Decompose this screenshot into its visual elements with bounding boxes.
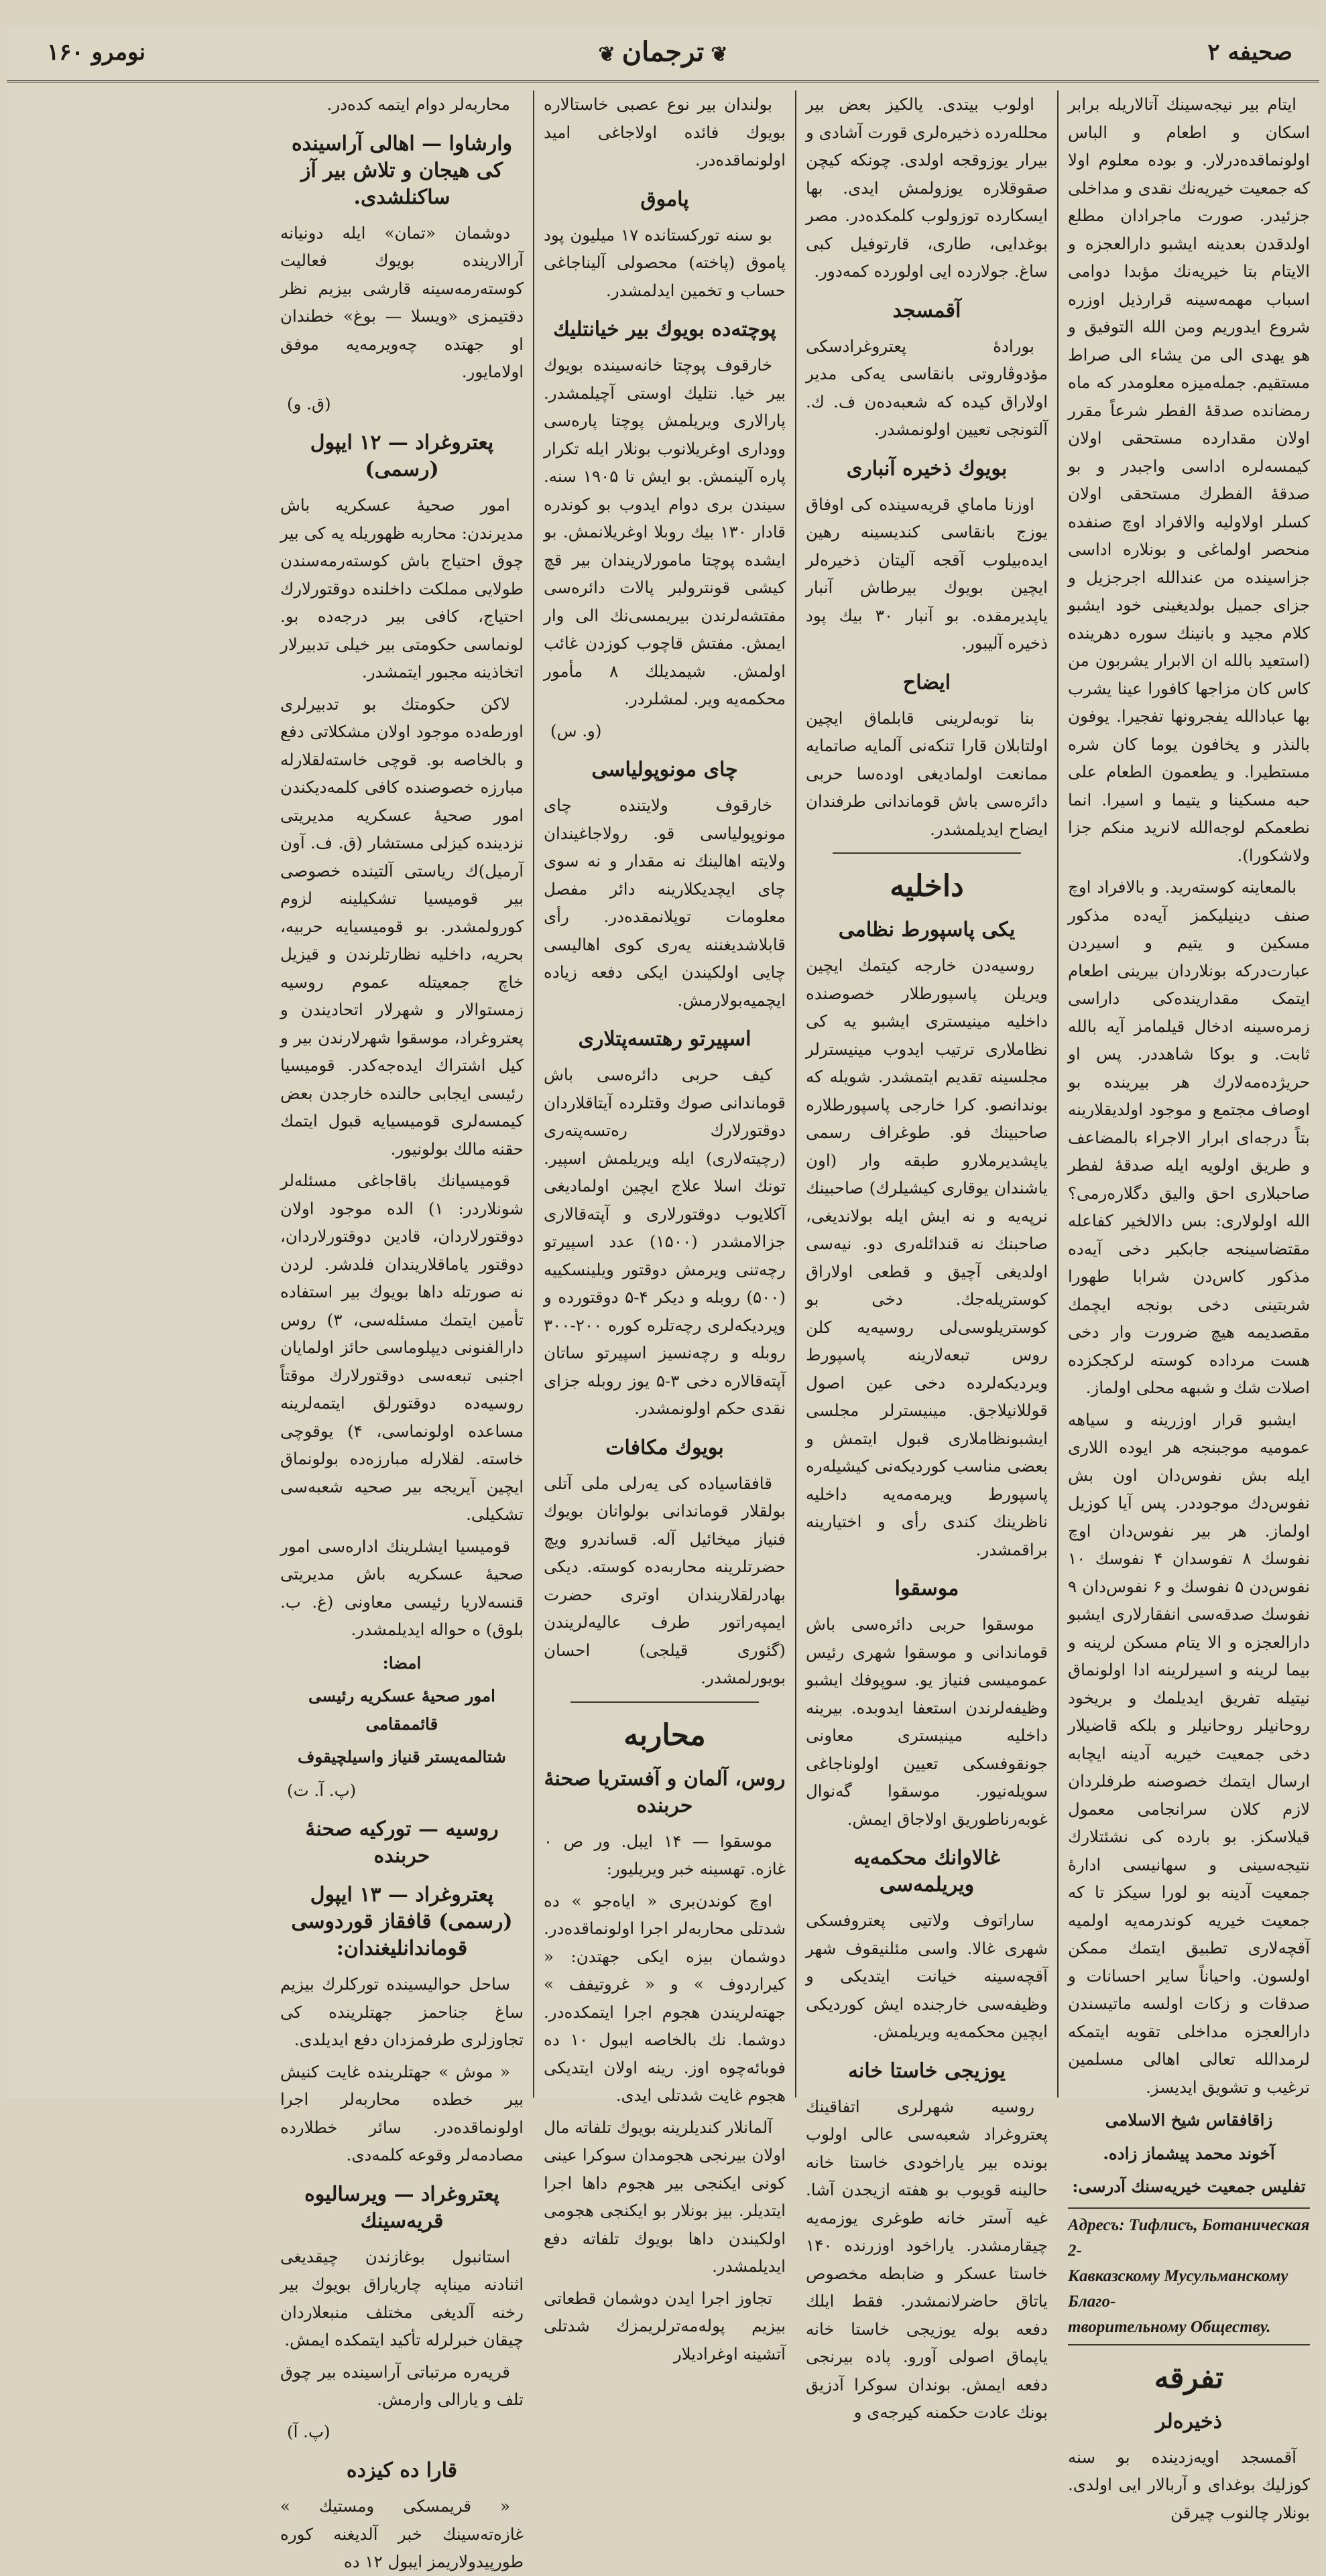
article-paragraph: لاکن حکومتك بو تدبیرلری اورطه‌ده موجود اولان مشکلاتی دفع و بالخاصه بو. قوچی خاسته‌لقلارله مبارزه خصوصنده کافی کلمه‌دیکندن امور صحیهٔ عسکریه مدیریتی نزدینده کیزلی مستشار (ق. ف. آون آرمیل)ك ریاستی آلتینده خصوصی بیر قومیسیا تشکیلینه لزوم کورولمشدر. بو قومیسیایه حربیه، بحریه، داخلیه نظارتلرندن و قیزیل خاچ جمعیتله عموم روسیه زمستوالار و شهرلار اتحادیندن و پعتروغراد، موسقوا شهرلارندن بیر و کیل اشتراك ایده‌جه‌کدر. قومیسیا رئیسی ایجابی حالنده خارجدن بعض کیمسه‌لری قومیسیایه قبول ایتمك حقنه مالك بولونیور.	[280, 694, 524, 1159]
ornament-icon: ❦	[711, 43, 728, 66]
article-heading: روس، آلمان و آفستریا صحنهٔ حربنده	[544, 1766, 786, 1817]
article-paragraph: « موش » جهتلرینده غایت کنیش بیر خطده محاربه‌لر اجرا اولونماقده‌در. سائر خطلارده مصادمه‌لر وقوعه کلمه‌دی.	[280, 2061, 524, 2165]
article-paragraph: قافقاسیاده کی یه‌رلی ملی آتلی بولقلار قوماندانی بولوانان بویوك فنیاز میخائیل آله. قساندرو ویچ حضرتلرینه محاربه‌ده کوسته. دیکی بهادرلقلاریندان اوتری حضرت ایمپه‌راتور طرف عالیه‌لریندن (گئوری قیلجی) احسان بویورلمشدر.	[544, 1473, 786, 1687]
newspaper-title: ترجمان	[621, 36, 705, 68]
article-signature: (پ. آ. ت)	[287, 1780, 357, 1800]
address-caption: تفلیس جمعیت خیریه‌سنك آدرسی:	[1072, 2177, 1306, 2196]
issue-number-label: نومرو ۱۶۰	[47, 39, 146, 66]
article-heading: اسپیرتو رهتسه‌پتلاری	[578, 1027, 751, 1051]
article-paragraph: روسیه‌دن خارجه کیتمك ایچین ویریلن پاسپورطلار خصوصنده داخلیه مینیستری ایشبو یه کی نظاملاری ترتیب ایدوب مینیستر‌لر مجلسینه تقدیم ایتمشدر. شویله که بوندانصو. کرا خارجی پاسپورطلاره صاحبینك فو. طوغراف رسمی یاپشدیرملارو طبقه وار (اون یاشندان یوقاری کیشیلرك) صاحبینك نرپه‌یه و نه ایش ایله بولاندیغی، صاحبنك نه قندائله‌ری دو. نیه‌سی اولدیغی آچیق و قطعی اولاراق کوستریله‌جك. دخی بو کوستریلوسی‌لی روسیه‌یه کلن روس تبعه‌لارینه پاسپورط ویردیکه‌لرده دخی عین اصول قوللانیلاجق. مینیستر‌لر مجلسی ایشبونظاملاری قبول ایتمش و بعضی مناسب کوردیکه‌نی کیشیله‌ره پاسپورط ویرمه‌مه‌یه داخلیه ناظرینك کندی رأی و اختیارینه براقمشدر.	[806, 956, 1048, 1559]
signature-caption: امضا:	[382, 1653, 422, 1673]
article-paragraph: بنا توبه‌لرینی قابلماق ایچین اولتابلان قارا تنکه‌نی آلمایه صاتمایه ممانعت اولمادیغی اوده‌سا حربی دائره‌سی باش قوماندانی طرفندان ایضاح ایدیلمشدر.	[806, 708, 1048, 839]
article-signature: (ق. و)	[287, 393, 331, 413]
column-3	[533, 90, 795, 2364]
article-paragraph: « قریمسکی ومستیك » غازه‌ته‌سینك خبر آلدیغنه کوره طورپیدولاریمز ایبول ۱۲ ده	[280, 2496, 524, 2571]
page-header	[7, 34, 1319, 82]
article-heading: یکی پاسپورط نظامی	[838, 918, 1016, 942]
column-2	[795, 90, 1057, 2422]
article-heading: پوچته‌ده بویوك بیر خیانتلیك	[553, 318, 776, 341]
article-paragraph: قریه‌ره مرتباتی آراسینده بیر چوق تلف و یارالی وارمش.	[280, 2362, 524, 2409]
article-heading: وارشاوا — اهالی آراسینده کی هیجان و تلاش بیر آز ساکنلشدی.	[291, 131, 513, 209]
article-paragraph: موسقوا — ۱۴ ایبل. ور ص ۰ غازه. تهسینه خبر ویریلیور:	[544, 1831, 786, 1878]
divider	[570, 1701, 759, 1703]
article-heading: یوزیجی خاستا خانه	[847, 2059, 1006, 2083]
page-number-label: صحیفه ۲	[1207, 39, 1292, 66]
article-heading: موسقوا	[894, 1577, 959, 1600]
article-heading: ذخیره‌لر	[1156, 2409, 1222, 2433]
section-heading: محاربه	[623, 1718, 706, 1752]
address-line: Кавказскому Мусульманскому Благо-	[1068, 2266, 1288, 2311]
article-heading: قارا ده کیزده	[346, 2459, 458, 2482]
signature-name: آخوند محمد پیشماز زاده.	[1103, 2143, 1275, 2163]
ornament-icon: ❦	[598, 43, 615, 66]
signature-office: زاقافقاس شیخ الاسلامی	[1105, 2110, 1273, 2130]
article-paragraph: اولوب بیتدی. یالکیز بعض بیر محلله‌رده ذخیره‌لری قورت آشادی و بیرار یوزوقجه اولدی. چونکه کیچن صقوقلاره یوزولمش ایدی. بها ایسکارده توزولوب کلمکده‌در. مصر بوغدایی، طاری، قارتوفیل کبی ساغ. جولارده ایی اولورده کمه‌دور.	[806, 94, 1048, 281]
signature-office: امور صحیهٔ عسکریه رئیسی قائممقامی	[308, 1686, 495, 1734]
article-heading: پعتروغراد — ویرسالیوه قریه‌سینك	[304, 2182, 499, 2233]
article-heading: روسیه — تورکیه صحنهٔ حربنده	[305, 1817, 499, 1868]
article-paragraph: اوزنا ماماي قریه‌سینده کی اوفاق یوزج بانقاسی کندیسینه رهین ایده‌بیلوب آقجه آلیتان ذخیره‌لر ایچین بویوك بیرطاش آنبار یاپدیرمقده. بو آنبار ۳۰ بیك پود ذخیره آلیبور.	[806, 494, 1048, 653]
address-line: творительному Обществу.	[1068, 2317, 1271, 2336]
address-line: Адресъ: Тифлисъ, Ботаническая 2-	[1068, 2215, 1310, 2260]
article-heading: غالاوانك محکمه‌یه ویریلمه‌سی	[853, 1846, 1000, 1896]
section-heading: تفرقه	[1154, 2360, 1224, 2395]
article-paragraph: بالمعاینه کوسته‌رید. و بالافراد اوچ صنف دینیلیکمز آیه‌ده مذکور مسکین و یتیم و اسیردن عبارت‌درکه بونلاردان بیرینی اطعام ایتمک مقدارینده‌کی داراسی زمره‌سینه ادخال قیلمامز آیه‌ بالله ثابت. و بوکا شاهددر. پس او حریژده‌مه‌لارك هر بیرینده بو اوصاف مجتمع و موجود اولدیقلارینه بتاً درجه‌ای ابرار الاجراء بالمضاعف و طریق اولویه ایله صدقهٔ لفطر صاحبلاری احق والیق دگلاره‌رمی؟ الله اولولاری: بس دالالخیر کفاعله مقتضاسینجه جابکبر دخی آیه‌ده مذکور کاس‌دن شرابا طهورا شربتینی دخی بونجه ایچمك مقصدیمه هیچ ضرورت وار دخی هست مرداده کوسته لرکجکزده اصلات شك و شبهه محلی اولماز.	[1068, 877, 1310, 1397]
article-paragraph: تجاوز اجرا ایدن دوشمان قطعاتی بیزیم پوله‌مه‌ترلریمزك شدتلی آتشینه اوغرادیلار	[544, 2288, 786, 2364]
article-paragraph: بورادهٔ پعتروغرادسکی مؤدوڤاروتی بانقاسی یه‌کی مدیر اولاراق کیده که شعبه‌ده‌ن ف. ك. آلتونجی تعیین اولونمشدر.	[806, 336, 1048, 439]
article-paragraph: محاربه‌لر دوام ایتمه کده‌در.	[326, 94, 510, 114]
article-heading: بویوك مکافات	[605, 1435, 724, 1460]
masthead	[7, 36, 1319, 68]
section-heading: داخلیه	[890, 869, 964, 903]
article-heading: پاموق	[640, 187, 689, 211]
article-paragraph: اوچ کوندن‌بری « ایاه‌جو » ده شدتلی محاربه‌لر اجرا اولونماقده‌در. دوشمان بیزه ایکی جهتدن: « کیراردوف » و « غروتیفف » جهته‌لریندن هجوم اجرا ایتمکده‌در. دوشما. نك بالخاصه ایبول ۱۰ ده فوبا‌ئه‌چوه اوز. رینه اولان ایتدیکی هجوم غایت شدتلی ایدی.	[544, 1890, 786, 2105]
article-paragraph: ساراتوف ولاتیی پعتروفسکی شهری غالا. واسی مئلنیقوف شهر آقچه‌سینه خیانت ایتدیکی و وظیفه‌سی خارجنده ایش کوردیکی ایچین محکمه‌یه ویریلمش.	[806, 1911, 1048, 2041]
article-paragraph: روسیه شهرلری اتفاقینك پعتروغراد شعبه‌سی عالی اولوب بونده بیر یاراخودی خاستا خانه حالینه قویوب بو هفته ازیجدن آشا. غیه آستر خانه طوغری یوزمه‌یه چیقارمشدر. یاراخود اوزرنده ۱۴۰ خاستا عسکر و ضابطه مخصوص یاتاق حاضرلانمشدر. فقط ایلك دفعه بوله یوزیجی خاستا خانه یاپماق اصولی آورو. پاده بیرنجی دفعه ایمش. بوندان سوکرا آدزیق بونك عادت حکمنه کیرجه‌ی و	[806, 2096, 1048, 2422]
columns	[7, 90, 1319, 2571]
article-paragraph: امور صحیهٔ عسکریه باش مدیرندن: محاربه ظهوریله یه کی بیر چوق احتیاج باش کوسته‌رمه‌سندن طولایی مملکت داخلنده دوقتورلارك احتیاج، کافی بیر درجه‌ده بو. لونماسی حکومتی بیر خیلی تدبیرلار اتخاذینه مجبور ایتمشدر.	[280, 495, 524, 682]
article-paragraph: بو سنه تورکستانده ۱۷ میلیون پود پاموق (پاخته) محصولی آلیناجاغی حساب و تخمین ایدلمشدر.	[544, 224, 786, 300]
article-paragraph: آلمانلار کندیلرینه بویوك تلفاته مال اولان بیرنجی هجومدان سوکرا عینی کونی ایکنجی بیر هجوم داها اجرا ایتدیلر. بیز بونلار بو ایکنجی هجومی اولکیندن داها بویوك تلفاته دفع ایدیلمشدر.	[544, 2117, 786, 2276]
article-paragraph: بولندان بیر نوع عصبی خاستالاره بویوك فائده اولاجاغی امید اولونماقده‌در.	[544, 94, 786, 170]
article-signature: (پ. آ)	[287, 2421, 330, 2441]
article-paragraph: قومیسیانك باقاجاغی مسئله‌لر شونلاردر: ۱) الده موجود اولان دوقتورلاردان، قادین دوقتورلاردان، دوقتور یاماقلاریندان فلدشر. لردن نه صورتله داها بویوك بیر استفاده تأمین ایتمك مسئله‌سی، ۳) روس دارالفنونی دیپلوماسی حائز اولمایان اجنبی تبعه‌سی دوقتورلارك موقتاً روسیه‌ده دوقتورلق ایتمه‌لرینه مساعده اولونماسی، ۴) یوقوچی خاسته. لقلارله مبارزه‌ده بولونماق ایچین آیریجه بیر صحیه شعبه‌سی تشکیلی.	[280, 1171, 524, 1524]
column-4	[271, 90, 533, 2571]
article-heading: ایضاح	[902, 670, 951, 694]
article-heading: پعتروغراد — ۱۲ ایپول (رسمی)	[310, 431, 494, 481]
column-1	[1057, 90, 1319, 2522]
article-paragraph: آقمسجد اویه‌زدینده بو سنه کوزلیك بوغدای و آربالار ایی اولدی. بونلار چالنوب چیرقن	[1068, 2447, 1310, 2522]
newspaper-page	[7, 27, 1319, 2571]
article-paragraph: موسقوا حربی دائره‌سی باش قوماندانی و موسقوا شهری رئیس عمومیسی فنیاز یو. سوپوفك ایشبو وظیفه‌لرندن استعفا ایدوبده. بیرینه داخلیه مینیستری معاونی جونقوفسکی تعیین اولوناجاغی سویله‌نیور. موسقوا گه‌نوال غوبه‌رناطوریق اولاجاق ایمش.	[806, 1614, 1048, 1829]
article-paragraph: خارقوف پوچتا خانه‌سینده بویوك بیر خیا. نتلیك اوستی آچیلمشدر. پارالاری ویریلمش پوچتا پاره‌سی ووداری اوغریلانوب بونلار ایله تکرار پاره آلینمش. بو ایش تا ۱۹۰۵ سنه. سیندن بری دوام ایدوب بو کوندره قادار ۱۳۰ بیك روبلا اوغریلانمش. بو ایشده پوچتا مامورلاریندان بیر قچ کیشی قونترولبر پالات دائره‌سی مفتشه‌لرندن بیریمسی‌نك الی وار ایمش. مفتش قاچوب کوزدن غائب اولمش. شیمدیلك ۸ مأمور محکمه‌یه ویر. لمشلردر.	[544, 355, 786, 708]
article-heading: آقمسجد	[892, 298, 961, 322]
article-paragraph: ایشبو قرار اوزرینه و سیاهه عمومیه موجبنجه هر ایوده اللاری ایله بش نفوس‌دان اون بش نفوس‌دك موجوددر. پس آیا کوزیل اولماز. هر بیر نفوس‌دان اوچ نفوسك ۸ تفوسدان ۴ نفوسك ۱۰ نفوس‌دن ۵ نفوسك و ۶ نفوس‌دان ۹ نفوسك صدقه‌سی انفقارلاری ایشبو دارالعجزه و الا یتام مسكن لرینه و بیما لرینه و اسیرلرینه ادا اولونماق نیتیله تفریق ایدیلمك و بریخود روحانیلر روحانیلر و بلکه قاضیلار دخی جمعیت خیریه آدینه ایچابه ارسال ایتمك خصوصنه طرفلردان لازم کلان سرانجامی معمول قیلاسکز. بو بارده کی نشئتلارك نتیجه‌سینی و سهانیسی ادارهٔ جمعیت آدینه بو لورا سیکز تا که جمعیت خیریه کوندرمه‌یه اولمیه آقچه‌لاری تطبیق ایتمك ممکن اولسون. واحیاناً سایر احسانات و صدقات و زکات اولسه ماتیسندن دارالعجزه مداخلی تقویه ایتمکه لرمدالله تعالی اهالی مسلمین ترغیب و تشویق ایدیسز.	[1068, 1409, 1311, 2097]
article-heading: پعتروغراد — ۱۳ ایپول (رسمی) قافقاز قوردوسی قوماندانلیغندان:	[291, 1883, 513, 1960]
article-paragraph: کیف حربی دائره‌سی باش قوماندانی صوك وقتلرده آیتاقلاردان دوقتورلارك ره‌تسه‌پته‌ری (رچیته‌لاری) ایله ویریلمش اسپیر. تونك اسلا علاج ایچین اولمادیغی آکلایوب دوقتورلاری و آپته‌قالاری جزالامشدر (۱۵۰۰) عدد اسپیرتو رچه‌تنی ویرمش دوقتور ویلینسکییه (۵۰۰) روبله و دیکر ۴-۵ دوقتورده و وپردیکه‌لری رچه‌تلره کوره ۲۰۰-۳۰۰ روبله و رچه‌نسیز اسپیرتو ساتان آپته‌قالاره دخی ۳-۵ یوز روبله جزای نقدی حکم اولونمشدر.	[544, 1065, 786, 1418]
article-signature: (و. س)	[550, 720, 602, 740]
article-paragraph: خارقوف ولایتنده چای مونوپولیاسی قو. رولاجاغیندان ولایته اهالینك نه مقدار و نه سوی چای ایچدیکلارینه دائر مفصل معلومات توپلانمقده‌در. رأی قابلاشدیغننه یه‌ری کوی اهالیسی چایی اولکیندن ایکی دفعه زیاده ایچمیه‌بولارمش.	[544, 795, 786, 1010]
address-russian	[1068, 2207, 1310, 2345]
article-paragraph: استانبول بوغازندن چیقدیغی اثنادنه میناپه چاریاراق بویوك بیر رخنه آلدیغی مختلف منبعلاردان چیقان خبرلرله تأکید ایتمکده ایمش.	[280, 2246, 524, 2349]
article-paragraph: دوشمان «تمان» ایله دونیانه آرالارینده بویوك فعالیت کوسته‌رمه‌سینه قارشی بیزیم نظر دقتیمزی «ویسلا — بوغ» خطندان او جهتده چه‌ویرمه‌یه موفق اولامایور.	[280, 222, 524, 381]
divider	[833, 852, 1021, 854]
article-heading: بویوك ذخیره آنباری	[846, 456, 1008, 480]
signature-name: شتالمه‌یستر قنیاز واسیلچیقوف	[298, 1747, 506, 1766]
article-paragraph: ایتام بیر نیجه‌سینك آتالاریله برابر اسکان و اطعام و الباس اولونماقده‌درلار. و بوده معلوم اولا که جمعیت خیریه‌نك نقدی و مداخلی جزئیدر. صورت ماجرادان مطلع اولدقدن بعدینه ایشبو دارالعجزه و الایتام بتا خیریه‌نك مؤبدا دوامی اسباب مهمه‌سینه قرارذیل اوزره شروع ایدوریم ومن الله التوفیق و هو یهدی الی من یشاء الی صراط مستقیم. جمله‌میزه معلومدر که ماه رمضانده صدقهٔ الفطر شرعاً مقرر اولان مقدارده مستحقی اولان کیمسه‌لره اداسی واجبدر و بو صدقهٔ الفطرك مستحقی اولان کسلر اولاولیه والافراد اوچ صنفده منحصر اولماغی و بونلاره ادا‌سی جزاسینده من عندالله اجرجزیل و جزای جمیل بولدیغینی خود ایشبو کلام مجید و بانینك سوره دهرینده (استعید بالله ان الابرار یشربون من کاس کان مزاجها کافورا عینا یشرب بها عبادالله یفجرونها تفجیرا. یوفون بالنذر و یخافون یوما کان شره مستطیرا. و یطعمون الطعام علی حبه مسکینا و یتیما و اسیرا. انما نطعمکم لوجه‌الله لانرید منکم جزا ولاشکورا).	[1068, 94, 1310, 865]
article-paragraph: قومیسیا ایشلرینك اداره‌سی امور صحیهٔ عسکریه باش مدیریتی قنسه‌لاریا رئیسی معاونی (غ. ب. بلوق) ه حواله ایدیلمشدر.	[280, 1536, 524, 1639]
article-paragraph: ساحل حوالیسینده تورکلرك بیزیم ساغ جناحمز جهتلرینده کی تجاوزلری طرفمزدان دفع ایدیلدی.	[280, 1974, 524, 2049]
article-heading: چای مونوپولیاسی	[591, 758, 738, 781]
